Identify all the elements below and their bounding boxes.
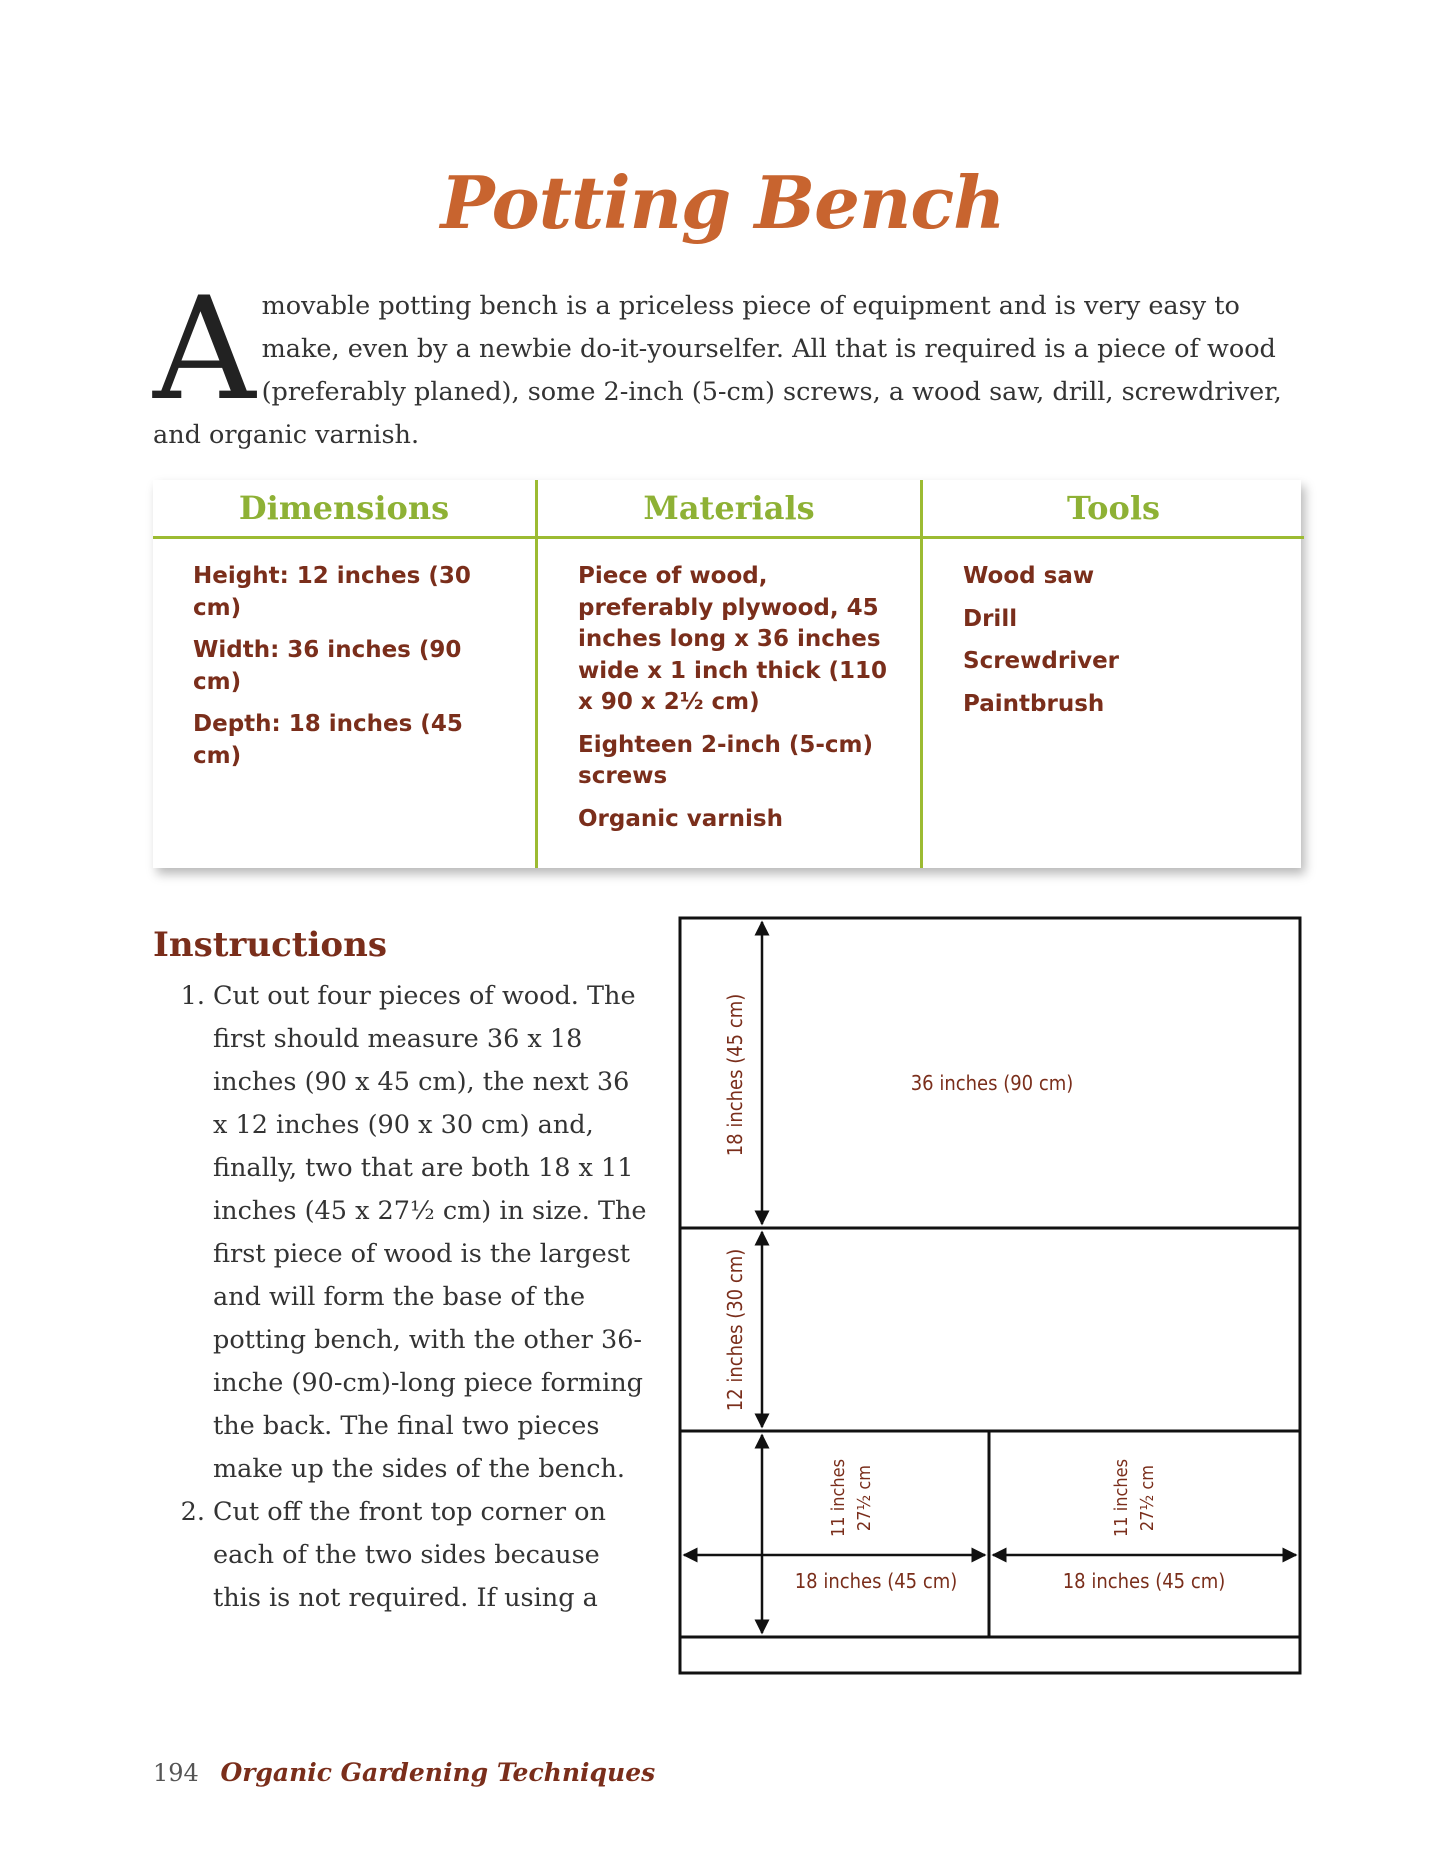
label-side1-height-metric: 27½ cm xyxy=(854,1464,875,1532)
step-number: 2. xyxy=(180,1497,205,1527)
instruction-step xyxy=(160,975,650,1491)
info-table xyxy=(153,480,1301,868)
tool-item: Paintbrush xyxy=(963,690,1105,717)
material-item: Organic varnish xyxy=(578,805,783,832)
intro-text: movable potting bench is a priceless piece of equipment and is very easy to make, even by a newbie do-it-yourselfer. All that is required is a piece of wood (preferably planed), some 2-inch (5-cm) screws, a wood saw, drill, screwdriver, and organic varnish. xyxy=(153,291,1282,450)
step-number: 1. xyxy=(180,981,205,1011)
materials-heading: Materials xyxy=(538,480,920,539)
tools-column xyxy=(920,480,1304,868)
label-base-width: 36 inches (90 cm) xyxy=(910,1071,1074,1095)
tool-item: Drill xyxy=(963,605,1018,632)
label-side1-height: 11 inches xyxy=(828,1458,849,1538)
page-footer xyxy=(153,1758,655,1787)
label-side1-width: 18 inches (45 cm) xyxy=(794,1569,958,1593)
tool-item: Wood saw xyxy=(963,563,1095,589)
label-base-height: 18 inches (45 cm) xyxy=(723,993,747,1157)
label-side2-height: 11 inches xyxy=(1111,1458,1132,1538)
page-number: 194 xyxy=(153,1759,199,1787)
dimension-item: Width: 36 inches (90 cm) xyxy=(193,637,462,695)
label-back-height: 12 inches (30 cm) xyxy=(723,1248,747,1412)
materials-column xyxy=(535,480,920,868)
intro-paragraph xyxy=(153,267,1293,457)
tools-heading: Tools xyxy=(923,480,1304,539)
dimensions-column xyxy=(153,480,535,868)
dimension-item: Height: 12 inches (30 cm) xyxy=(193,563,471,621)
instructions-list xyxy=(160,975,650,1620)
step-text: Cut out four pieces of wood. The first should measure 36 x 18 inches (90 x 45 cm), the next 36 x 12 inches (90 x 30 cm) and, finally, two that are both 18 x 11 inches (45 x 27½ cm) in size. The first piece of wood is the largest and will form the base of the potting bench, with the other 36-inche (90-cm)-long piece forming the back. The final two pieces make up the sides of the bench. xyxy=(213,981,647,1484)
material-item: Eighteen 2-inch (5-cm) screws xyxy=(578,731,874,789)
drop-cap: A xyxy=(153,267,256,432)
instruction-step xyxy=(160,1491,650,1620)
material-item: Piece of wood, preferably plywood, 45 inches long x 36 inches wide x 1 inch thick (110 x 90 x 2½ cm) xyxy=(578,563,888,715)
label-side2-width: 18 inches (45 cm) xyxy=(1062,1569,1226,1593)
dimensions-heading: Dimensions xyxy=(153,480,535,539)
instructions-heading: Instructions xyxy=(153,925,387,965)
running-title: Organic Gardening Techniques xyxy=(220,1758,656,1787)
label-side2-height-metric: 27½ cm xyxy=(1137,1464,1158,1532)
dimension-item: Depth: 18 inches (45 cm) xyxy=(193,711,463,769)
page-title: Potting Bench xyxy=(440,160,1005,245)
step-text: Cut off the front top corner on each of the two sides because this is not required. If using a xyxy=(213,1497,606,1613)
tool-item: Screwdriver xyxy=(963,648,1120,674)
cutting-diagram xyxy=(672,910,1312,1685)
